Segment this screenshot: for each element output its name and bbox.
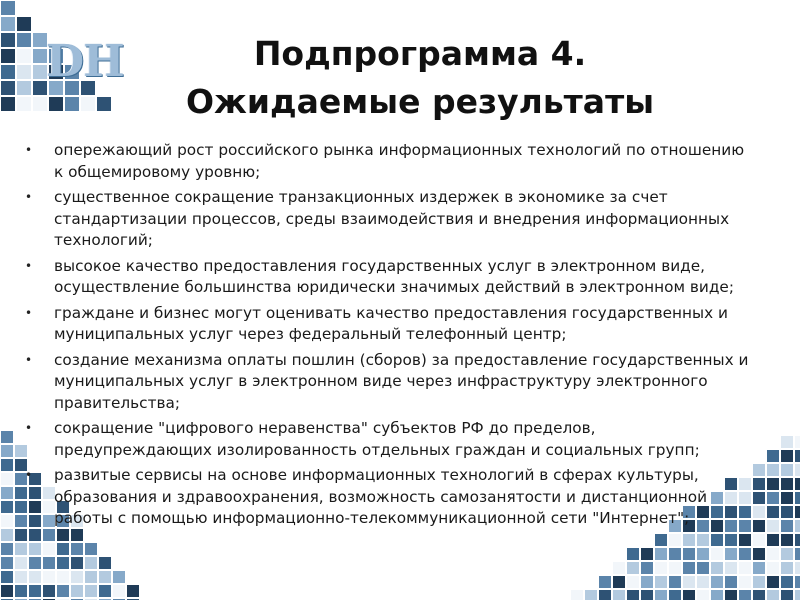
mosaic-tile [739,534,751,546]
mosaic-tile [781,562,793,574]
mosaic-tile [767,548,779,560]
mosaic-tile [795,478,800,490]
mosaic-tile [795,562,800,574]
mosaic-tile [1,445,13,457]
list-item-text: высокое качество предоставления государственных услуг в электронном виде, осуществление большинства юридически значимых действий в электронном виде; [54,256,735,296]
mosaic-tile [725,534,737,546]
mosaic-tile [71,585,83,597]
bullet-icon: • [25,143,33,157]
mosaic-tile [641,590,653,600]
mosaic-tile [655,548,667,560]
mosaic-tile [739,548,751,560]
mosaic-tile [17,97,31,111]
mosaic-tile [627,548,639,560]
list-item [14,350,754,415]
mosaic-tile [1,529,13,541]
mosaic-tile [795,548,800,560]
bullet-icon: • [25,421,33,435]
mosaic-tile [781,450,793,462]
mosaic-tile [753,464,765,476]
mosaic-tile [697,534,709,546]
mosaic-tile [43,571,55,583]
mosaic-tile [795,450,800,462]
mosaic-tile [641,548,653,560]
mosaic-tile [669,534,681,546]
mosaic-tile [627,562,639,574]
mosaic-tile [795,520,800,532]
mosaic-tile [585,590,597,600]
mosaic-tile [669,590,681,600]
mosaic-tile [753,590,765,600]
mosaic-tile [17,33,31,47]
bullet-icon: • [25,190,33,204]
mosaic-tile [85,571,97,583]
mosaic-tile [683,562,695,574]
mosaic-tile [781,478,793,490]
mosaic-tile [57,557,69,569]
mosaic-tile [17,49,31,63]
mosaic-tile [781,464,793,476]
mosaic-tile [767,464,779,476]
mosaic-tile [767,534,779,546]
mosaic-tile [17,81,31,95]
mosaic-tile [767,562,779,574]
mosaic-tile [1,49,15,63]
mosaic-tile [15,543,27,555]
list-item-text: сокращение "цифрового неравенства" субъектов РФ до пределов, предупреждающих изолированность отдельных граждан и социальных групп; [54,419,700,459]
list-item [14,465,754,530]
mosaic-tile [1,81,15,95]
mosaic-tile [1,33,15,47]
mosaic-tile [669,548,681,560]
list-item [14,187,754,252]
mosaic-tile [781,436,793,448]
mosaic-tile [99,557,111,569]
list-item-text: опережающий рост российского рынка информационных технологий по отношению к общемировому уровню; [54,141,745,181]
mosaic-tile [1,459,13,471]
mosaic-tile [795,436,800,448]
mosaic-tile [29,571,41,583]
mosaic-tile [753,506,765,518]
mosaic-tile [599,590,611,600]
mosaic-tile [613,590,625,600]
mosaic-tile [29,557,41,569]
mosaic-tile [15,557,27,569]
mosaic-tile [781,576,793,588]
mosaic-tile [669,562,681,574]
mosaic-tile [795,534,800,546]
mosaic-tile [627,576,639,588]
mosaic-tile [753,548,765,560]
mosaic-tile [99,571,111,583]
mosaic-tile [753,520,765,532]
mosaic-tile [767,590,779,600]
mosaic-tile [781,520,793,532]
mosaic-tile [781,548,793,560]
mosaic-tile [33,33,47,47]
mosaic-tile [15,585,27,597]
mosaic-tile [57,571,69,583]
mosaic-tile [767,506,779,518]
mosaic-tile [683,534,695,546]
mosaic-tile [655,576,667,588]
mosaic-tile [781,506,793,518]
mosaic-tile [669,576,681,588]
mosaic-tile [1,431,13,443]
mosaic-tile [57,585,69,597]
mosaic-tile [641,562,653,574]
mosaic-tile [767,478,779,490]
title-line-1: Подпрограмма 4. [253,34,587,73]
mosaic-tile [627,590,639,600]
list-item [14,303,754,346]
mosaic-tile [1,557,13,569]
mosaic-tile [1,515,13,527]
bullet-icon: • [25,258,33,273]
bullet-icon: • [25,352,33,367]
mosaic-tile [65,97,79,111]
mosaic-tile [15,571,27,583]
mosaic-tile [711,534,723,546]
mosaic-tile [697,590,709,600]
mosaic-tile [753,478,765,490]
mosaic-tile [725,562,737,574]
mosaic-tile [1,65,15,79]
mosaic-tile [29,585,41,597]
list-item-text: развитые сервисы на основе информационных технологий в сферах культуры, образования и здравоохранения, возможность самозанятости и дистанционной работы с помощью информационно-телекоммуникационной сети "Интернет"; [54,466,708,527]
mosaic-tile [33,49,47,63]
mosaic-tile [1,97,15,111]
list-item-text: существенное сокращение транзакционных издержек в экономике за счет стандартизации процессов, среды взаимодействия и внедрения информационных технологий; [54,188,730,249]
mosaic-tile [795,590,800,600]
mosaic-tile [613,562,625,574]
mosaic-tile [29,543,41,555]
mosaic-tile [71,557,83,569]
mosaic-tile [739,576,751,588]
list-item [14,140,754,183]
mosaic-tile [683,576,695,588]
list-item [14,418,754,461]
mosaic-tile [795,492,800,504]
mosaic-tile [795,576,800,588]
mosaic-tile [17,65,31,79]
mosaic-tile [725,576,737,588]
slide-title [120,30,720,126]
mosaic-tile [127,585,139,597]
mosaic-tile [85,543,97,555]
mosaic-tile [49,97,63,111]
mosaic-tile [85,585,97,597]
mosaic-tile [767,492,779,504]
mosaic-tile [655,590,667,600]
mosaic-tile [711,548,723,560]
mosaic-tile [753,534,765,546]
list-item [14,256,754,299]
mosaic-tile [781,534,793,546]
mosaic-tile [57,543,69,555]
mosaic-tile [781,492,793,504]
mosaic-tile [571,590,583,600]
mosaic-tile [43,543,55,555]
mosaic-tile [711,576,723,588]
mosaic-tile [641,576,653,588]
mosaic-tile [767,520,779,532]
mosaic-tile [725,590,737,600]
list-item-text: граждане и бизнес могут оценивать качество предоставления государственных и муниципальных услуг через федеральный телефонный центр; [54,303,728,343]
logo: DH [46,36,124,87]
mosaic-tile [795,506,800,518]
mosaic-tile [33,65,47,79]
mosaic-tile [43,557,55,569]
mosaic-tile [739,590,751,600]
mosaic-tile [1,585,13,597]
mosaic-tile [33,81,47,95]
mosaic-tile [81,97,95,111]
list-item-text: создание механизма оплаты пошлин (сборов) за предоставление государственных и муниципальных услуг в электронном виде через инфраструктуру электронного правительства; [54,350,749,412]
mosaic-tile [781,590,793,600]
mosaic-tile [725,548,737,560]
results-list [14,140,754,534]
mosaic-tile [655,534,667,546]
mosaic-tile [43,585,55,597]
mosaic-tile [767,450,779,462]
mosaic-tile [697,562,709,574]
mosaic-tile [33,97,47,111]
mosaic-tile [71,571,83,583]
mosaic-tile [655,562,667,574]
mosaic-tile [17,17,31,31]
mosaic-tile [753,562,765,574]
mosaic-tile [113,571,125,583]
bullet-icon: • [25,468,33,482]
mosaic-tile [753,576,765,588]
title-line-2: Ожидаемые результаты [185,82,655,121]
mosaic-tile [1,501,13,513]
mosaic-tile [739,562,751,574]
mosaic-tile [599,576,611,588]
mosaic-tile [683,590,695,600]
mosaic-tile [697,576,709,588]
bullet-icon: • [25,305,33,320]
mosaic-tile [683,548,695,560]
mosaic-tile [697,548,709,560]
mosaic-tile [1,543,13,555]
mosaic-tile [71,543,83,555]
mosaic-tile [1,571,13,583]
mosaic-tile [1,487,13,499]
mosaic-tile [795,464,800,476]
mosaic-tile [1,17,15,31]
mosaic-tile [1,1,15,15]
mosaic-tile [711,590,723,600]
mosaic-tile [1,473,13,485]
mosaic-tile [753,492,765,504]
mosaic-tile [711,562,723,574]
mosaic-tile [97,97,111,111]
mosaic-tile [613,576,625,588]
mosaic-tile [767,576,779,588]
mosaic-tile [99,585,111,597]
mosaic-tile [113,585,125,597]
mosaic-tile [85,557,97,569]
